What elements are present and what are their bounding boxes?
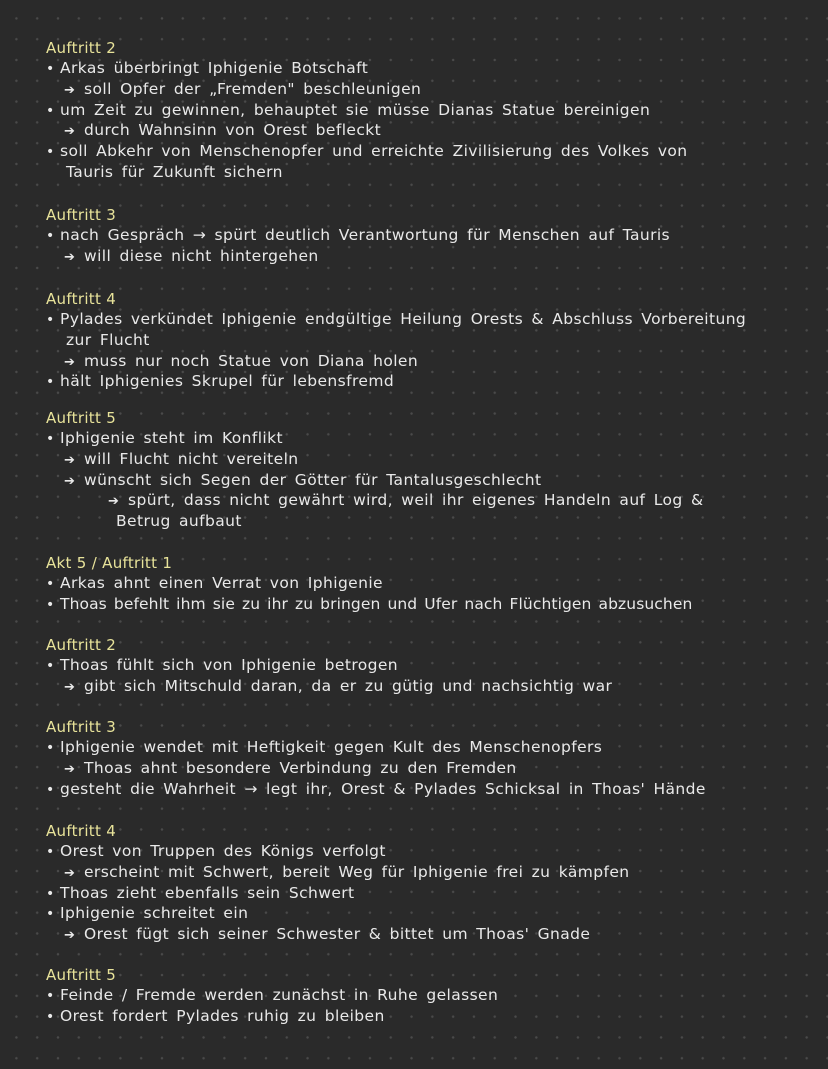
- bullet-dot-icon: •: [46, 658, 55, 674]
- arrow-right-icon: ➔: [64, 354, 76, 370]
- bullet-dot-icon: •: [46, 102, 55, 119]
- continuation-line: Tauris für Zukunft sichern: [66, 162, 283, 181]
- bullet-line: • Thoas befehlt ihm sie zu ihr zu bringen und Ufer nach Flüchtigen abzusuchen: [46, 594, 816, 615]
- bullet-dot-icon: •: [46, 844, 55, 860]
- bullet-dot-icon: •: [46, 228, 55, 244]
- bullet-line: • Iphigenie wendet mit Heftigkeit gegen Kult des Menschenopfers: [46, 737, 816, 758]
- bullet-dot-icon: •: [46, 906, 55, 923]
- arrow-line-nested: ➔ spürt, dass nicht gewährt wird, weil ihr eigenes Handeln auf Log &: [46, 490, 816, 511]
- arrow-line: ➔ will diese nicht hintergehen: [46, 246, 816, 267]
- section-auftritt-2b: [46, 635, 816, 697]
- section-auftritt-3b: [46, 717, 816, 799]
- bullet-dot-icon: •: [46, 781, 55, 798]
- bullet-line: • Orest von Truppen des Königs verfolgt: [46, 841, 816, 862]
- arrow-right-icon: ➔: [64, 761, 76, 777]
- arrow-line: ➔ wünscht sich Segen der Götter für Tantalusgeschlecht: [46, 470, 816, 491]
- bullet-line: • Pylades verkündet Iphigenie endgültige Heilung Orests & Abschluss Vorbereitung: [46, 309, 816, 330]
- bullet-dot-icon: •: [46, 61, 55, 77]
- arrow-line: ➔ erscheint mit Schwert, bereit Weg für Iphigenie frei zu kämpfen: [46, 862, 816, 883]
- bullet-dot-icon: •: [46, 885, 55, 902]
- section-heading: Auftritt 3: [46, 206, 117, 224]
- arrow-line: ➔ gibt sich Mitschuld daran, da er zu gütig und nachsichtig war: [46, 676, 816, 697]
- section-auftritt-5b: [46, 965, 816, 1027]
- continuation-line: Betrug aufbaut: [116, 512, 242, 531]
- bullet-line: • Arkas ahnt einen Verrat von Iphigenie: [46, 573, 816, 594]
- arrow-line: ➔ Thoas ahnt besondere Verbindung zu den Fremden: [46, 758, 816, 779]
- bullet-line: • Thoas fühlt sich von Iphigenie betrogen: [46, 655, 816, 676]
- bullet-line: • hält Iphigenies Skrupel für lebensfremd: [46, 371, 816, 392]
- arrow-line: ➔ muss nur noch Statue von Diana holen: [46, 351, 816, 372]
- continuation-line: zur Flucht: [66, 330, 150, 349]
- section-heading: Auftritt 2: [46, 636, 117, 654]
- arrow-line: ➔ soll Opfer der „Fremden" beschleunigen: [46, 79, 816, 100]
- section-heading: Auftritt 2: [46, 39, 117, 57]
- bullet-line: • Iphigenie steht im Konflikt: [46, 428, 816, 449]
- bullet-dot-icon: •: [46, 576, 55, 592]
- arrow-right-icon: ➔: [64, 865, 76, 881]
- bullet-line: • um Zeit zu gewinnen, behauptet sie müsse Dianas Statue bereinigen: [46, 100, 816, 121]
- arrow-right-icon: ➔: [64, 928, 76, 944]
- bullet-line: • Feinde / Fremde werden zunächst in Ruhe gelassen: [46, 985, 816, 1006]
- bullet-dot-icon: •: [46, 312, 55, 328]
- bullet-line: • gesteht die Wahrheit → legt ihr, Orest & Pylades Schicksal in Thoas' Hände: [46, 779, 816, 800]
- section-heading: Auftritt 4: [46, 822, 117, 840]
- bullet-dot-icon: •: [46, 740, 55, 756]
- section-auftritt-3: [46, 205, 816, 267]
- section-heading: Auftritt 5: [46, 966, 117, 984]
- arrow-line: ➔ Orest fügt sich seiner Schwester & bittet um Thoas' Gnade: [46, 924, 816, 945]
- bullet-dot-icon: •: [46, 596, 55, 613]
- arrow-right-icon: ➔: [64, 473, 76, 489]
- bullet-dot-icon: •: [46, 374, 55, 391]
- bullet-line: • Thoas zieht ebenfalls sein Schwert: [46, 883, 816, 904]
- arrow-right-icon: ➔: [108, 494, 120, 510]
- section-auftritt-4: [46, 289, 816, 392]
- bullet-dot-icon: •: [46, 144, 55, 161]
- bullet-line: • Arkas überbringt Iphigenie Botschaft: [46, 58, 816, 79]
- arrow-right-icon: ➔: [64, 82, 76, 98]
- bullet-dot-icon: •: [46, 988, 55, 1004]
- section-auftritt-2: [46, 38, 816, 183]
- bullet-dot-icon: •: [46, 431, 55, 447]
- arrow-line: ➔ durch Wahnsinn von Orest befleckt: [46, 120, 816, 141]
- bullet-dot-icon: •: [46, 1008, 55, 1025]
- arrow-line: ➔ will Flucht nicht vereiteln: [46, 449, 816, 470]
- section-heading: Auftritt 4: [46, 290, 117, 308]
- arrow-right-icon: ➔: [64, 679, 76, 695]
- arrow-right-icon: ➔: [64, 249, 76, 265]
- section-heading: Auftritt 5: [46, 409, 117, 427]
- section-auftritt-4b: [46, 821, 816, 945]
- bullet-line: • Iphigenie schreitet ein: [46, 903, 816, 924]
- arrow-right-icon: ➔: [64, 452, 76, 468]
- section-auftritt-5: [46, 408, 816, 532]
- section-heading: Akt 5 / Auftritt 1: [46, 554, 173, 572]
- section-akt-5-auftritt-1: [46, 553, 816, 615]
- arrow-right-icon: ➔: [64, 124, 76, 140]
- bullet-line: • Orest fordert Pylades ruhig zu bleiben: [46, 1006, 816, 1027]
- bullet-line: • nach Gespräch → spürt deutlich Verantwortung für Menschen auf Tauris: [46, 225, 816, 246]
- section-heading: Auftritt 3: [46, 718, 117, 736]
- bullet-line: • soll Abkehr von Menschenopfer und erreichte Zivilisierung des Volkes von: [46, 141, 816, 162]
